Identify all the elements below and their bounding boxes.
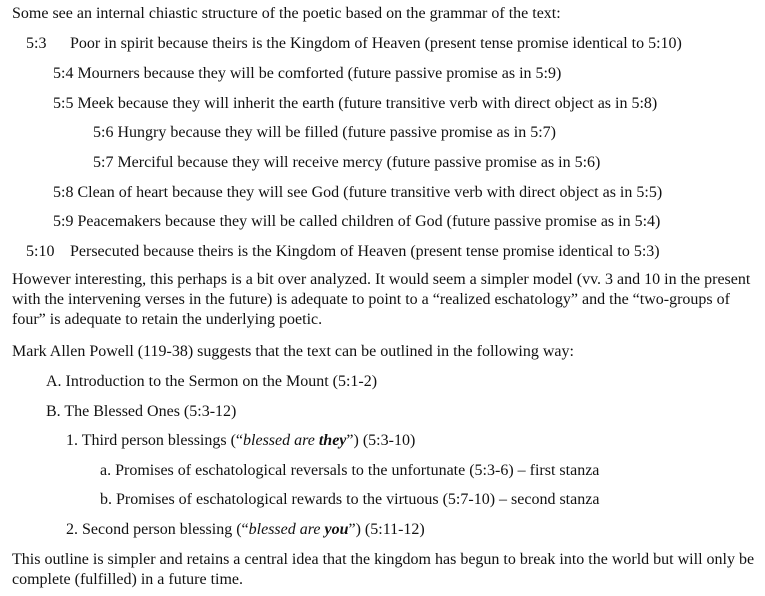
verse-text: Mourners because they will be comforted (future passive promise as in 5:9)	[77, 65, 562, 82]
chiasm-line-5-3	[26, 34, 682, 54]
verse-text: Hungry because they will be filled (future passive promise as in 5:7)	[117, 124, 556, 141]
chiasm-line-5-4	[53, 64, 561, 84]
outline-item-b: B. The Blessed Ones (5:3-12)	[46, 403, 237, 420]
chiasm-line-5-5	[53, 94, 657, 114]
verse-text: Persecuted because theirs is the Kingdom of Heaven (present tense promise identical to 5:3)	[70, 243, 660, 260]
verse-ref: 5:10	[26, 243, 55, 260]
verse-ref: 5:7	[93, 154, 114, 171]
outline-item-b1: 1. Third person blessings (“blessed are they”) (5:3-10)	[66, 432, 416, 449]
verse-ref: 5:3	[26, 35, 47, 52]
paragraph-powell: Mark Allen Powell (119-38) suggests that the text can be outlined in the following way:	[12, 343, 574, 360]
verse-ref: 5:6	[93, 124, 114, 141]
verse-text: Meek because they will inherit the earth (future transitive verb with direct object as in 5:8)	[77, 95, 658, 112]
verse-text: Clean of heart because they will see God (future transitive verb with direct object as in 5:5)	[77, 184, 663, 201]
chiasm-line-5-6	[93, 123, 556, 143]
chiasm-line-5-8	[53, 183, 662, 203]
chiasm-line-5-7	[93, 153, 600, 173]
verse-text: Peacemakers because they will be called children of God (future passive promise as in 5:4)	[77, 213, 661, 230]
verse-text: Poor in spirit because theirs is the Kingdom of Heaven (present tense promise identical to 5:10)	[70, 35, 682, 52]
verse-text: Merciful because they will receive mercy (future passive promise as in 5:6)	[117, 154, 601, 171]
outline-item-b1b: b. Promises of eschatological rewards to the virtuous (5:7-10) – second stanza	[100, 491, 600, 508]
chiasm-line-5-9	[53, 212, 660, 232]
verse-ref: 5:8	[53, 184, 74, 201]
outline-item-b1a: a. Promises of eschatological reversals to the unfortunate (5:3-6) – first stanza	[100, 462, 600, 479]
verse-ref: 5:5	[53, 95, 74, 112]
verse-ref: 5:9	[53, 213, 74, 230]
outline-item-a: A. Introduction to the Sermon on the Mount (5:1-2)	[46, 373, 378, 390]
paragraph-conclusion: This outline is simpler and retains a central idea that the kingdom has begun to break into the world but will only be complete (fulfilled) in a future time.	[12, 551, 755, 588]
verse-ref: 5:4	[53, 65, 74, 82]
paragraph-analysis: However interesting, this perhaps is a bit over analyzed. It would seem a simpler model (vv. 3 and 10 in the present with the intervening verses in the future) is adequate to point to a “realized eschatology” and the “two-groups of four” is adequate to retain the underlying poetic.	[12, 271, 751, 328]
intro-line: Some see an internal chiastic structure of the poetic based on the grammar of the text:	[12, 5, 561, 22]
chiasm-line-5-10	[26, 242, 660, 262]
outline-item-b2: 2. Second person blessing (“blessed are you”) (5:11-12)	[66, 521, 425, 538]
